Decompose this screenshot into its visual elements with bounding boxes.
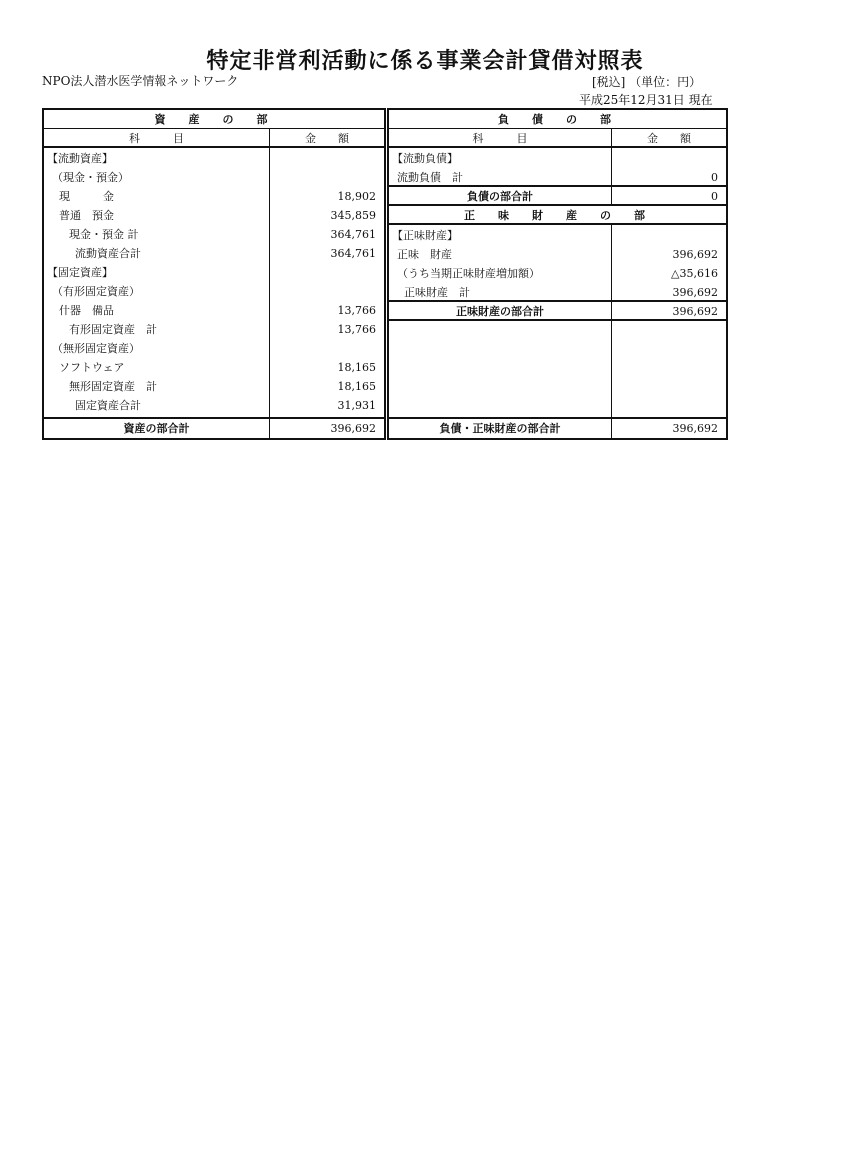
- asset-row-name: （現金・預金）: [52, 171, 129, 184]
- asset-row-name: 有形固定資産 計: [69, 323, 157, 336]
- assets-section-header-row: [44, 110, 384, 129]
- organization-name: NPO法人潜水医学情報ネットワーク: [42, 74, 239, 88]
- liabilities-panel: [387, 108, 728, 440]
- liabilities-total-label: 負債の部合計: [467, 190, 533, 203]
- table-row: [44, 282, 384, 301]
- table-row: [44, 168, 384, 187]
- table-row: [44, 244, 384, 263]
- asset-row-amount: 31,931: [337, 399, 376, 412]
- table-row: [389, 149, 726, 168]
- asset-row-amount: 364,761: [330, 247, 376, 260]
- table-row: [389, 245, 726, 264]
- asset-row-amount: 13,766: [337, 323, 376, 336]
- asset-row-name: （無形固定資産）: [52, 342, 140, 355]
- net-asset-row-name: 正味 財産: [397, 248, 452, 261]
- asset-row-amount: [270, 263, 376, 282]
- liabilities-section-header-row: [389, 110, 726, 129]
- asset-row-amount: [270, 339, 376, 358]
- net-assets-section-header: 正 味 財 産 の 部: [464, 209, 651, 222]
- page-title: 特定非営利活動に係る事業会計貸借対照表: [206, 49, 644, 74]
- table-row: [389, 264, 726, 283]
- current-liabilities-total-amount: 0: [711, 171, 718, 184]
- asset-row-amount: 13,766: [337, 304, 376, 317]
- net-asset-row-amount: △35,616: [671, 267, 718, 280]
- grand-total-label: 負債・正味財産の部合計: [439, 422, 561, 435]
- asset-row-amount: 345,859: [330, 209, 376, 222]
- table-row: [44, 320, 384, 339]
- asset-row-amount: 18,902: [337, 190, 376, 203]
- net-assets-section-header-row: [389, 206, 726, 225]
- table-row: [389, 283, 726, 302]
- net-asset-row-name: 正味財産 計: [404, 286, 470, 299]
- asset-row-name: 現金・預金 計: [69, 228, 139, 241]
- current-liabilities-total-label: 流動負債 計: [397, 171, 463, 184]
- asset-row-amount: 364,761: [330, 228, 376, 241]
- table-row: [44, 396, 384, 415]
- table-row: [44, 225, 384, 244]
- asset-row-name: （有形固定資産）: [52, 285, 140, 298]
- asset-row-amount: [270, 149, 376, 168]
- table-row: [44, 339, 384, 358]
- asset-row-name: 什器 備品: [59, 304, 114, 317]
- net-assets-header: 【正味財産】: [392, 229, 458, 242]
- liabilities-col-amount-header: 金 額: [647, 132, 691, 145]
- assets-column-header-row: [44, 129, 384, 148]
- liabilities-total-row: [389, 187, 726, 206]
- table-row: [44, 358, 384, 377]
- assets-section-header: 資 産 の 部: [154, 113, 274, 126]
- assets-total-row: [44, 417, 384, 438]
- asset-row-name: 流動資産合計: [75, 247, 141, 260]
- net-asset-row-amount: 396,692: [672, 248, 718, 261]
- asset-row-amount: [270, 282, 376, 301]
- liabilities-col-item-header: 科 目: [472, 132, 528, 145]
- net-asset-row-amount: 396,692: [672, 286, 718, 299]
- net-assets-total-row: [389, 302, 726, 321]
- net-assets-total-label: 正味財産の部合計: [456, 305, 544, 318]
- asset-row-name: 固定資産合計: [75, 399, 141, 412]
- grand-total-amount: 396,692: [672, 422, 718, 435]
- table-row: [44, 187, 384, 206]
- grand-total-row: [389, 417, 726, 438]
- assets-total-label: 資産の部合計: [123, 422, 190, 435]
- asset-row-amount: [270, 168, 376, 187]
- net-asset-row-name: （うち当期正味財産増加額）: [397, 267, 540, 280]
- table-row: [44, 263, 384, 282]
- assets-col-item-header: 科 目: [129, 132, 184, 145]
- asset-row-name: 【固定資産】: [47, 266, 113, 279]
- table-row: [389, 226, 726, 245]
- asset-row-name: 無形固定資産 計: [69, 380, 157, 393]
- as-of-date: 平成25年12月31日 現在: [579, 93, 713, 107]
- tax-unit-note: [税込] （単位：円）: [592, 75, 702, 89]
- assets-col-amount-header: 金 額: [305, 132, 349, 145]
- table-row: [44, 149, 384, 168]
- liabilities-total-amount: 0: [711, 190, 718, 203]
- table-row: [389, 168, 726, 187]
- net-assets-total-amount: 396,692: [672, 305, 718, 318]
- assets-panel: [42, 108, 386, 440]
- liabilities-section-header: 負 債 の 部: [498, 113, 617, 126]
- asset-row-name: 普通 預金: [59, 209, 114, 222]
- assets-total-amount: 396,692: [330, 422, 376, 435]
- asset-row-name: 【流動資産】: [47, 152, 113, 165]
- liabilities-column-header-row: [389, 129, 726, 148]
- table-row: [44, 206, 384, 225]
- asset-row-amount: 18,165: [337, 380, 376, 393]
- current-liabilities-header: 【流動負債】: [392, 152, 458, 165]
- asset-row-name: 現 金: [59, 190, 114, 203]
- table-row: [44, 377, 384, 396]
- asset-row-amount: 18,165: [337, 361, 376, 374]
- table-row: [44, 301, 384, 320]
- asset-row-name: ソフトウェア: [59, 361, 125, 374]
